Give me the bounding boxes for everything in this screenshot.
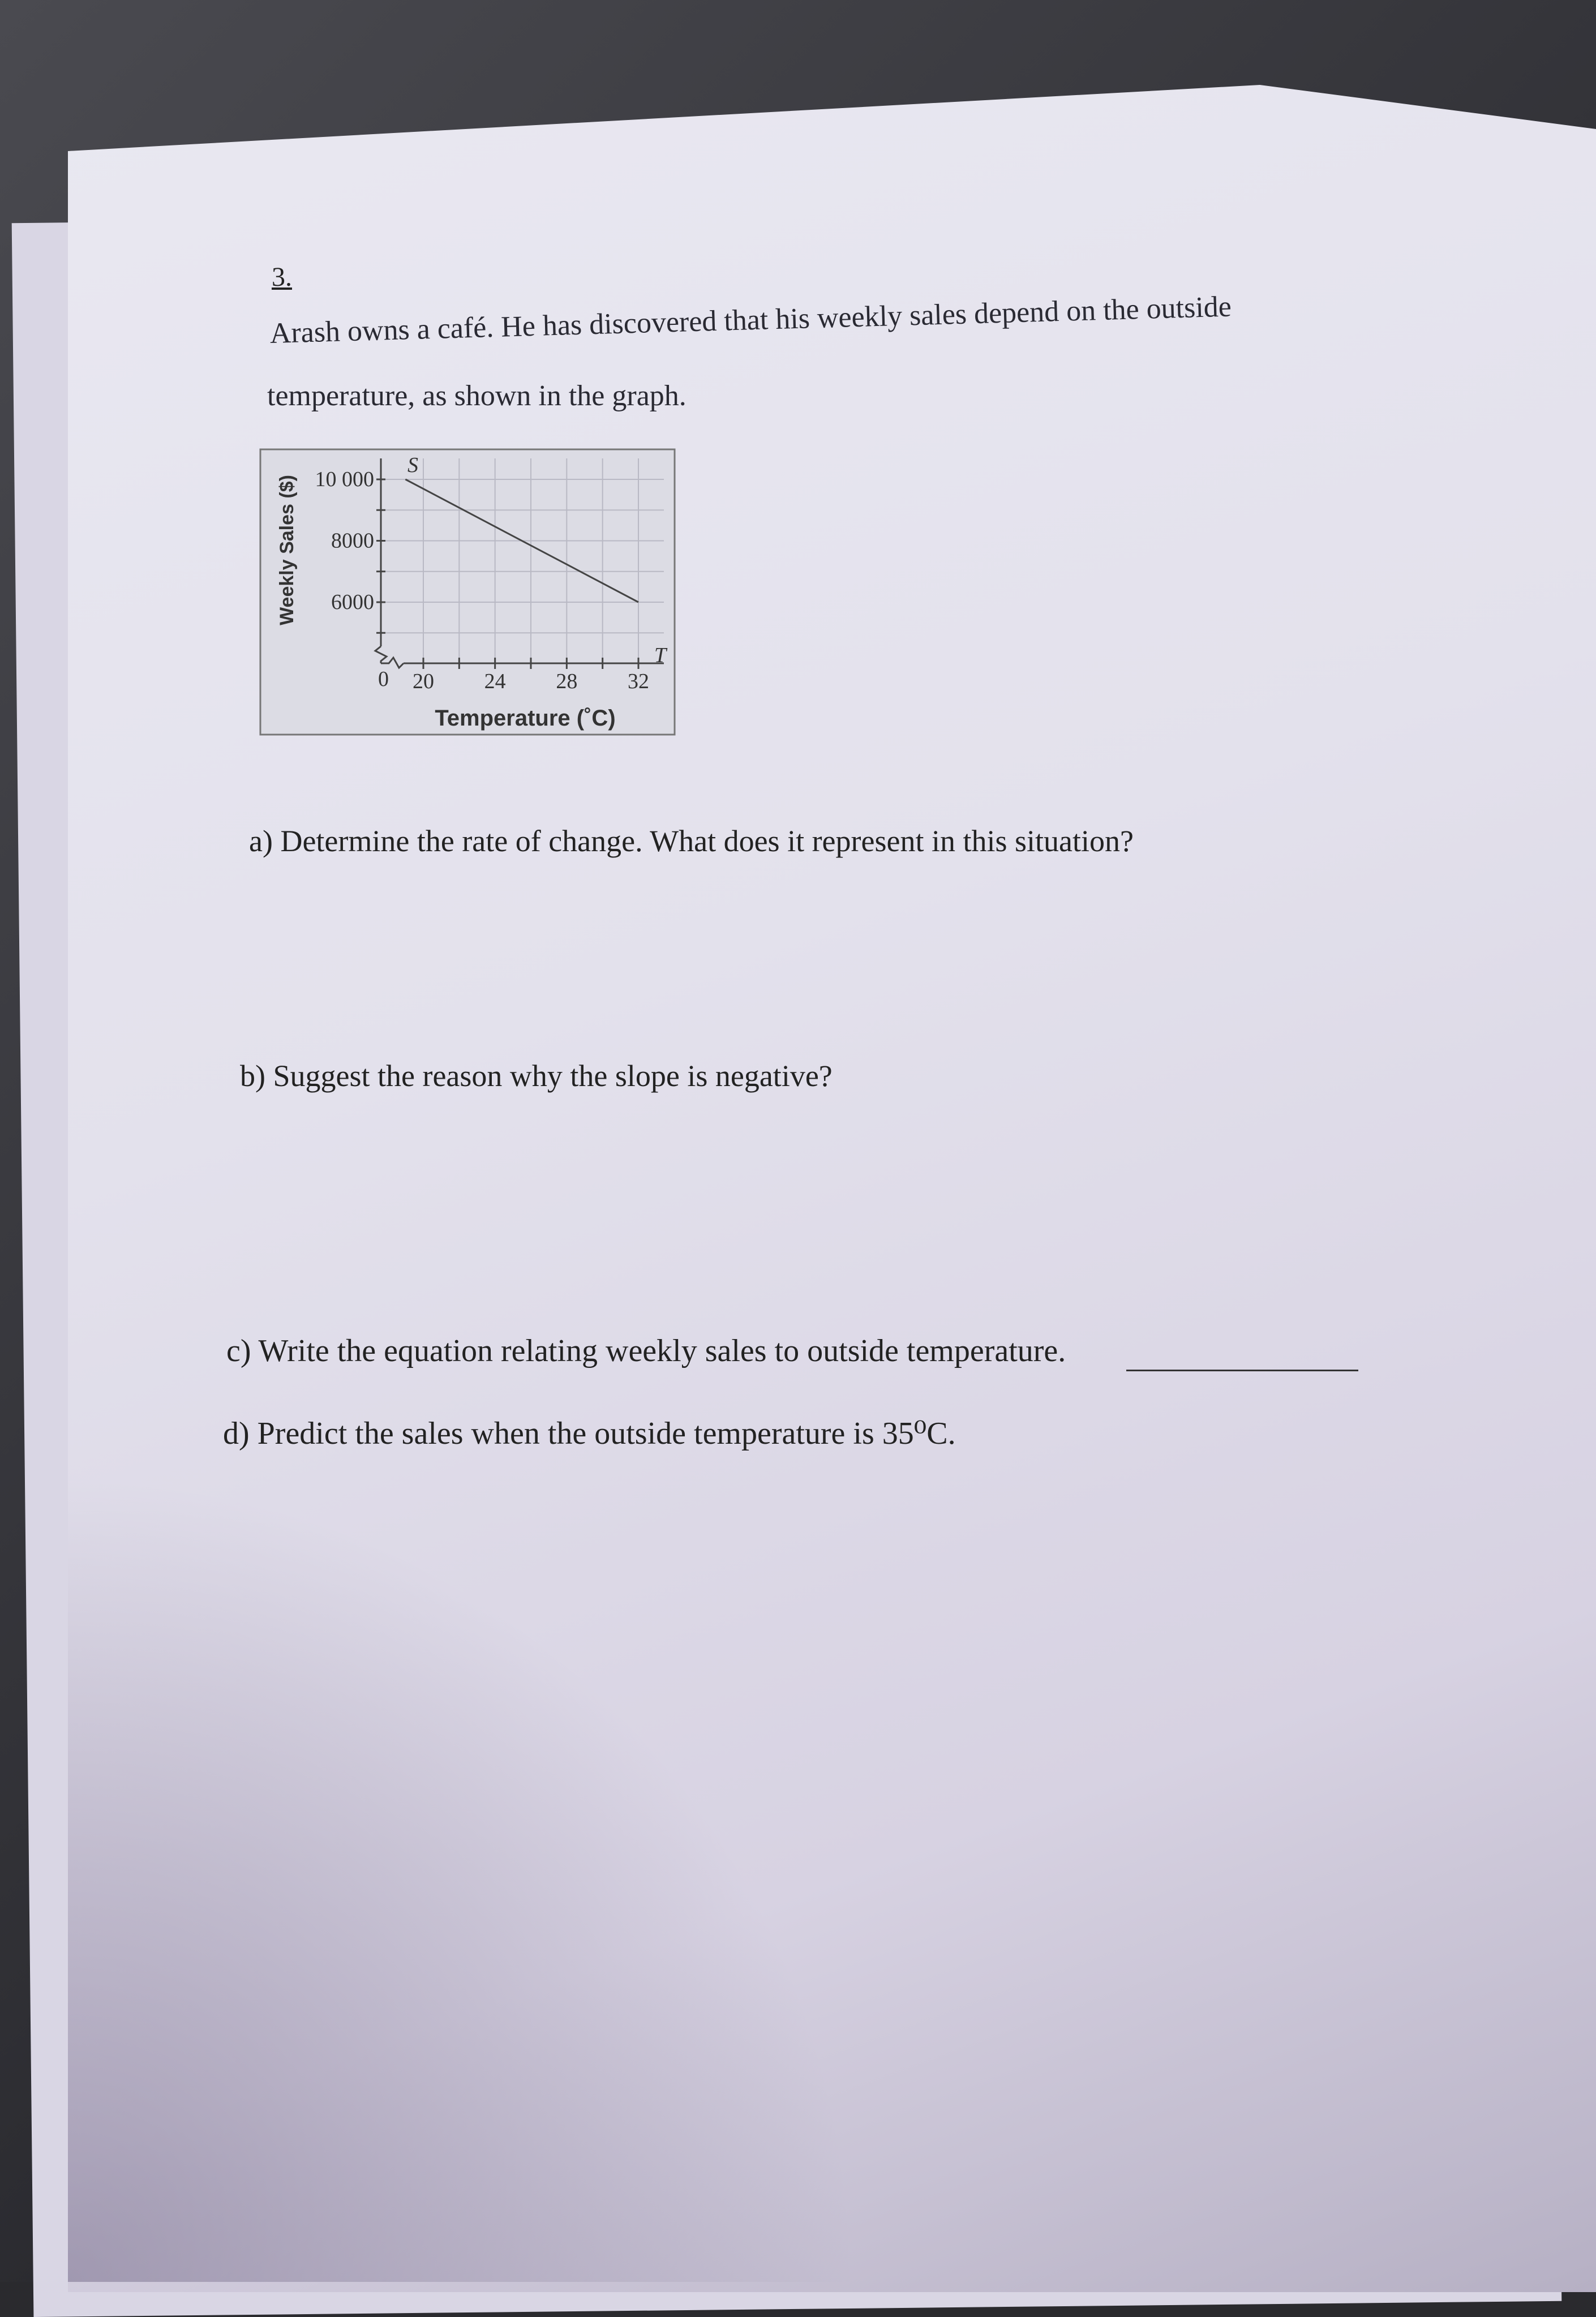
question-number: 3. [272, 262, 292, 292]
x-tick-label: 32 [628, 670, 649, 693]
y-tick-label: 10 000 [315, 467, 374, 491]
x-tick-label: 24 [484, 670, 506, 693]
graph-x-axis-letter: T [654, 643, 667, 667]
graph-x-axis-label: Temperature (˚C) [435, 706, 616, 731]
graph-y-axis-letter: S [407, 453, 418, 477]
graph-frame [260, 449, 675, 735]
graph-origin-label: 0 [378, 667, 389, 691]
question-intro-line2: temperature, as shown in the graph. [267, 380, 687, 412]
question-intro-line1: Arash owns a café. He has discovered that his weekly sales depend on the outside [269, 290, 1232, 350]
x-tick-label: 28 [556, 670, 578, 693]
answer-blank-line [1126, 1370, 1358, 1371]
x-tick-label: 20 [413, 670, 434, 693]
y-tick-label: 8000 [331, 529, 374, 553]
sales-temperature-graph [259, 448, 676, 736]
shadow [68, 1471, 860, 2282]
graph-y-axis-label: Weekly Sales ($) [276, 475, 298, 625]
y-tick-label: 6000 [331, 590, 374, 614]
question-part-d: d) Predict the sales when the outside temperature is 35⁰C. [223, 1416, 956, 1451]
question-part-b: b) Suggest the reason why the slope is negative? [240, 1059, 833, 1093]
question-part-c: c) Write the equation relating weekly sales to outside temperature. [226, 1333, 1066, 1368]
question-part-a: a) Determine the rate of change. What does it represent in this situation? [249, 824, 1134, 858]
